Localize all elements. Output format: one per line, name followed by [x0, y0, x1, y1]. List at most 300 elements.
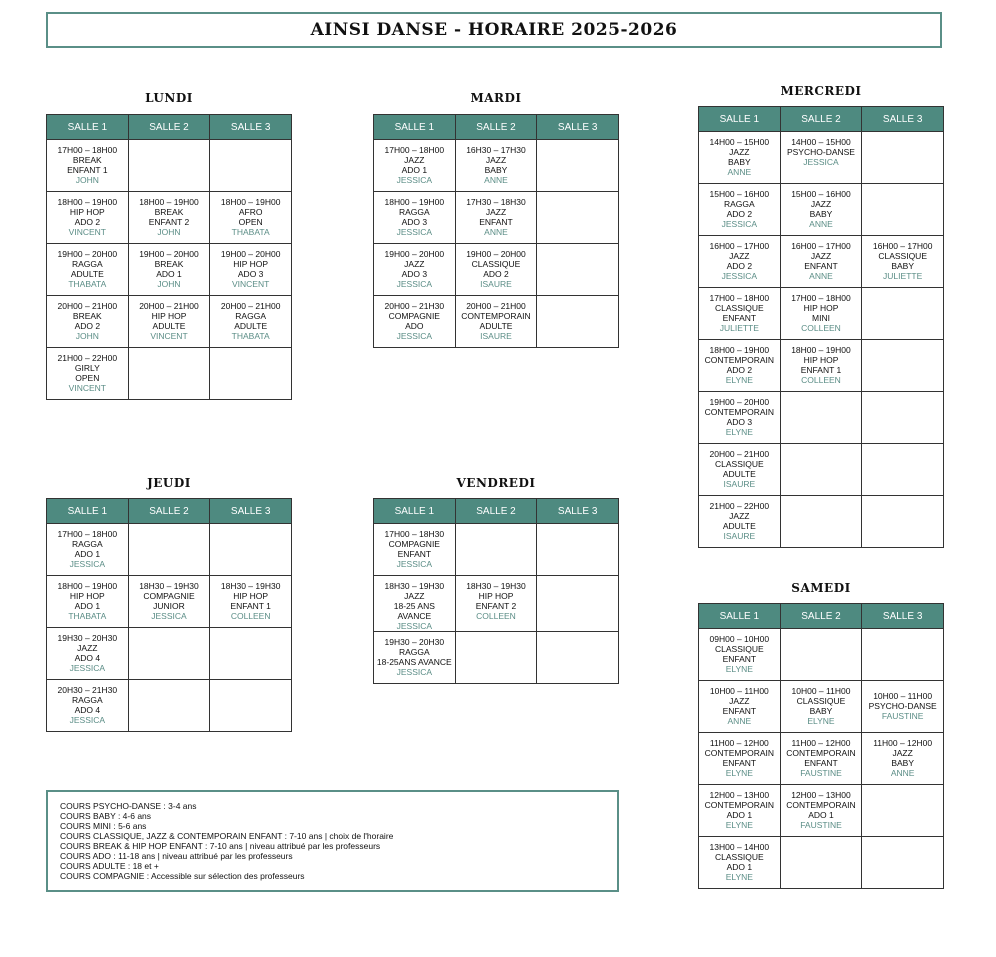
- class-teacher: JESSICA: [396, 279, 433, 289]
- class-label: COMPAGNIE: [143, 591, 195, 601]
- table-row: [374, 632, 619, 684]
- class-label: ADULTE: [152, 321, 186, 331]
- class-teacher: VINCENT: [232, 279, 270, 289]
- class-teacher: JESSICA: [69, 663, 106, 673]
- class-label: JAZZ: [729, 147, 750, 157]
- class-label: ADO 1: [74, 601, 101, 611]
- class-info: [862, 733, 943, 778]
- empty-cell: [537, 140, 619, 192]
- table-row: [47, 576, 292, 628]
- class-time: 19H00 – 20H00: [466, 249, 526, 259]
- empty-cell: [537, 244, 619, 296]
- header-row: [47, 499, 292, 524]
- class-cell: [862, 733, 944, 785]
- class-label: PSYCHO-DANSE: [786, 147, 855, 157]
- class-cell: [699, 340, 781, 392]
- class-cell: [699, 681, 781, 733]
- empty-cell: [537, 192, 619, 244]
- table-row: [47, 680, 292, 732]
- class-cell: [374, 632, 456, 684]
- class-info: [47, 192, 128, 237]
- table-row: [374, 296, 619, 348]
- class-cell: [780, 132, 862, 184]
- class-info: [699, 733, 780, 778]
- class-label: JAZZ: [485, 207, 507, 217]
- class-time: 19H00 – 20H00: [220, 249, 281, 259]
- header-row: [374, 499, 619, 524]
- empty-cell: [862, 340, 944, 392]
- schedule-vendredi: [373, 498, 619, 684]
- class-label: AVANCE: [397, 611, 432, 621]
- class-label: RAGGA: [723, 199, 755, 209]
- table-row: [699, 132, 944, 184]
- empty-cell: [780, 392, 862, 444]
- empty-cell: [128, 680, 210, 732]
- class-teacher: ANNE: [727, 716, 752, 726]
- class-label: BABY: [809, 706, 833, 716]
- schedule-samedi: [698, 603, 944, 889]
- class-label: CONTEMPORAIN: [704, 800, 775, 810]
- class-teacher: THABATA: [231, 227, 270, 237]
- class-time: 20H00 – 21H30: [384, 301, 445, 311]
- class-cell: [780, 733, 862, 785]
- class-time: 18H30 – 19H30: [384, 581, 445, 591]
- class-info: [781, 288, 862, 333]
- class-cell: [210, 244, 292, 296]
- class-time: 10H00 – 11H00: [709, 686, 769, 696]
- class-info: [699, 629, 780, 674]
- class-time: 21H00 – 22H00: [709, 501, 770, 511]
- table-row: [47, 244, 292, 296]
- legend-line: COURS CLASSIQUE, JAZZ & CONTEMPORAIN ENFANT : 7-10 ans | choix de l'horaire: [60, 831, 394, 841]
- class-time: 17H00 – 18H00: [384, 145, 445, 155]
- class-cell: [780, 184, 862, 236]
- class-teacher: JESSICA: [396, 667, 433, 677]
- class-cell: [699, 132, 781, 184]
- class-cell: [780, 236, 862, 288]
- class-label: ADO 1: [726, 862, 753, 872]
- class-cell: [699, 629, 781, 681]
- class-teacher: ELYNE: [807, 716, 835, 726]
- class-teacher: THABATA: [231, 331, 270, 341]
- class-cell: [47, 576, 129, 628]
- empty-cell: [210, 140, 292, 192]
- legend-line: COURS BABY : 4-6 ans: [60, 811, 152, 821]
- class-teacher: JESSICA: [803, 157, 839, 167]
- class-cell: [128, 244, 210, 296]
- class-teacher: VINCENT: [68, 383, 106, 393]
- class-teacher: ANNE: [484, 227, 508, 237]
- class-label: ENFANT 1: [67, 165, 108, 175]
- class-teacher: COLLEEN: [230, 611, 271, 621]
- class-teacher: ELYNE: [725, 768, 753, 778]
- room-header: SALLE 3: [210, 499, 292, 524]
- class-label: BREAK: [154, 207, 184, 217]
- schedule-mercredi: [698, 106, 944, 548]
- class-info: [699, 340, 780, 385]
- class-cell: [862, 681, 944, 733]
- room-header: SALLE 1: [374, 115, 456, 140]
- class-time: 20H00 – 21H00: [220, 301, 281, 311]
- class-time: 20H00 – 21H00: [709, 449, 770, 459]
- class-label: CONTEMPORAIN: [786, 800, 856, 810]
- class-label: CLASSIQUE: [471, 259, 521, 269]
- table-row: [699, 392, 944, 444]
- class-label: BABY: [727, 157, 751, 167]
- class-teacher: JESSICA: [69, 559, 106, 569]
- empty-cell: [210, 680, 292, 732]
- class-info: [456, 576, 537, 621]
- empty-cell: [780, 496, 862, 548]
- class-info: [781, 340, 862, 385]
- header-row: [374, 115, 619, 140]
- table-row: [47, 348, 292, 400]
- class-label: RAGGA: [398, 647, 430, 657]
- table-row: [374, 140, 619, 192]
- class-teacher: ANNE: [890, 768, 915, 778]
- class-label: COMPAGNIE: [388, 539, 440, 549]
- class-label: ADO 1: [808, 810, 834, 820]
- class-time: 17H00 – 18H00: [709, 293, 770, 303]
- empty-cell: [780, 444, 862, 496]
- empty-cell: [862, 444, 944, 496]
- empty-cell: [128, 348, 210, 400]
- class-time: 17H30 – 18H30: [466, 197, 526, 207]
- schedule-lundi: [46, 114, 292, 400]
- class-label: CLASSIQUE: [715, 303, 764, 313]
- class-teacher: ELYNE: [725, 375, 753, 385]
- class-time: 20H00 – 21H00: [139, 301, 199, 311]
- class-info: [47, 680, 128, 725]
- class-info: [374, 576, 455, 631]
- class-label: BABY: [891, 758, 914, 768]
- table-row: [47, 296, 292, 348]
- legend-line: COURS BREAK & HIP HOP ENFANT : 7-10 ans | niveau attribué par les professeurs: [60, 841, 381, 851]
- class-label: CONTEMPORAIN: [461, 311, 531, 321]
- class-label: CONTEMPORAIN: [704, 407, 775, 417]
- room-header: SALLE 2: [780, 107, 862, 132]
- class-teacher: JESSICA: [721, 219, 758, 229]
- class-cell: [699, 837, 781, 889]
- table-row: [699, 236, 944, 288]
- empty-cell: [537, 576, 619, 632]
- class-label: RAGGA: [235, 311, 266, 321]
- class-label: CLASSIQUE: [796, 696, 846, 706]
- class-time: 15H00 – 16H00: [709, 189, 770, 199]
- class-info: [699, 236, 780, 281]
- legend-line: COURS COMPAGNIE : Accessible sur sélection des professeurs: [60, 871, 305, 881]
- class-teacher: ISAURE: [723, 531, 756, 541]
- class-time: 19H30 – 20H30: [57, 633, 118, 643]
- class-teacher: JESSICA: [396, 621, 433, 631]
- class-teacher: JESSICA: [151, 611, 187, 621]
- class-label: ENFANT: [722, 706, 757, 716]
- class-label: ENFANT: [804, 758, 838, 768]
- class-label: CLASSIQUE: [715, 459, 764, 469]
- class-cell: [780, 288, 862, 340]
- class-teacher: THABATA: [68, 611, 107, 621]
- class-label: ADO 1: [74, 549, 101, 559]
- class-info: [456, 140, 537, 185]
- class-label: JAZZ: [810, 199, 832, 209]
- room-header: SALLE 2: [128, 499, 210, 524]
- class-teacher: JOHN: [75, 175, 99, 185]
- class-cell: [47, 192, 129, 244]
- class-label: JAZZ: [404, 155, 425, 165]
- class-teacher: FAUSTINE: [800, 768, 842, 778]
- table-row: [47, 140, 292, 192]
- class-cell: [699, 184, 781, 236]
- class-label: CONTEMPORAIN: [704, 355, 775, 365]
- class-time: 18H30 – 19H30: [466, 581, 526, 591]
- class-label: CLASSIQUE: [878, 251, 927, 261]
- class-label: ENFANT: [397, 549, 432, 559]
- class-info: [129, 296, 210, 341]
- class-label: ADO 1: [156, 269, 182, 279]
- class-cell: [780, 681, 862, 733]
- class-info: [374, 632, 455, 677]
- class-teacher: JESSICA: [721, 271, 758, 281]
- class-info: [699, 785, 780, 830]
- class-info: [781, 785, 862, 830]
- empty-cell: [537, 632, 619, 684]
- class-info: [129, 192, 210, 237]
- table-row: [699, 184, 944, 236]
- class-label: RAGGA: [398, 207, 430, 217]
- class-cell: [47, 244, 129, 296]
- class-cell: [128, 576, 210, 628]
- table-row: [374, 192, 619, 244]
- class-time: 15H00 – 16H00: [791, 189, 851, 199]
- class-time: 12H00 – 13H00: [791, 790, 851, 800]
- class-label: ENFANT 2: [475, 601, 517, 611]
- empty-cell: [128, 524, 210, 576]
- class-time: 18H30 – 19H30: [139, 581, 199, 591]
- schedule-mardi: [373, 114, 619, 348]
- day-title-lundi: LUNDI: [145, 91, 193, 105]
- class-time: 19H30 – 20H30: [384, 637, 445, 647]
- header-row: [47, 115, 292, 140]
- class-label: GIRLY: [74, 363, 100, 373]
- table-row: [699, 785, 944, 837]
- class-label: JUNIOR: [153, 601, 185, 611]
- empty-cell: [780, 837, 862, 889]
- day-title-samedi: SAMEDI: [791, 581, 851, 595]
- class-time: 21H00 – 22H00: [57, 353, 118, 363]
- empty-cell: [862, 288, 944, 340]
- table-row: [699, 837, 944, 889]
- class-cell: [210, 576, 292, 628]
- class-label: ENFANT: [722, 313, 757, 323]
- room-header: SALLE 3: [862, 107, 944, 132]
- class-cell: [699, 444, 781, 496]
- class-label: ADO 3: [726, 417, 753, 427]
- class-time: 17H00 – 18H30: [384, 529, 445, 539]
- class-label: HIP HOP: [69, 207, 105, 217]
- empty-cell: [862, 392, 944, 444]
- class-cell: [699, 496, 781, 548]
- class-label: JAZZ: [729, 511, 750, 521]
- room-header: SALLE 1: [699, 604, 781, 629]
- table-row: [699, 733, 944, 785]
- class-cell: [862, 236, 944, 288]
- empty-cell: [455, 632, 537, 684]
- class-time: 18H00 – 19H00: [791, 345, 851, 355]
- class-label: ADO 2: [726, 261, 753, 271]
- empty-cell: [210, 524, 292, 576]
- class-info: [699, 184, 780, 229]
- class-cell: [455, 192, 537, 244]
- empty-cell: [455, 524, 537, 576]
- empty-cell: [862, 132, 944, 184]
- class-label: ADULTE: [479, 321, 513, 331]
- class-teacher: ANNE: [809, 271, 833, 281]
- table-row: [47, 192, 292, 244]
- class-time: 11H00 – 12H00: [873, 738, 933, 748]
- class-label: JAZZ: [404, 259, 425, 269]
- class-info: [456, 244, 537, 289]
- class-label: ENFANT 2: [148, 217, 190, 227]
- class-label: BABY: [484, 165, 508, 175]
- class-label: HIP HOP: [69, 591, 105, 601]
- class-cell: [47, 140, 129, 192]
- class-info: [210, 576, 291, 621]
- class-label: ENFANT: [479, 217, 513, 227]
- class-label: RAGGA: [71, 539, 103, 549]
- class-info: [47, 576, 128, 621]
- class-cell: [47, 524, 129, 576]
- class-label: ADO: [405, 321, 424, 331]
- class-time: 19H00 – 20H00: [709, 397, 770, 407]
- table-row: [47, 524, 292, 576]
- class-label: ENFANT: [804, 261, 838, 271]
- table-row: [374, 576, 619, 632]
- class-teacher: VINCENT: [150, 331, 188, 341]
- room-header: SALLE 1: [47, 115, 129, 140]
- class-label: ADULTE: [234, 321, 268, 331]
- class-info: [699, 837, 780, 882]
- class-label: JAZZ: [729, 696, 750, 706]
- class-label: HIP HOP: [151, 311, 187, 321]
- class-label: ENFANT 1: [800, 365, 842, 375]
- class-info: [699, 681, 780, 726]
- class-label: OPEN: [75, 373, 100, 383]
- class-time: 18H00 – 19H00: [220, 197, 281, 207]
- class-time: 09H00 – 10H00: [709, 634, 770, 644]
- class-teacher: THABATA: [68, 279, 107, 289]
- class-info: [862, 236, 943, 281]
- day-title-jeudi: JEUDI: [147, 476, 191, 490]
- room-header: SALLE 1: [47, 499, 129, 524]
- class-label: PSYCHO-DANSE: [868, 701, 937, 711]
- day-title-vendredi: VENDREDI: [456, 476, 536, 490]
- class-label: ADO 3: [401, 217, 428, 227]
- schedule-jeudi: [46, 498, 292, 732]
- class-info: [781, 184, 862, 229]
- class-time: 16H00 – 17H00: [872, 241, 933, 251]
- class-teacher: JESSICA: [396, 227, 433, 237]
- class-label: COMPAGNIE: [388, 311, 440, 321]
- table-row: [47, 628, 292, 680]
- class-cell: [780, 785, 862, 837]
- table-row: [699, 444, 944, 496]
- room-header: SALLE 3: [862, 604, 944, 629]
- class-teacher: FAUSTINE: [800, 820, 842, 830]
- class-info: [47, 244, 128, 289]
- class-teacher: ANNE: [727, 167, 752, 177]
- class-time: 18H00 – 19H00: [709, 345, 770, 355]
- class-label: CLASSIQUE: [715, 852, 764, 862]
- class-info: [129, 576, 210, 621]
- header-row: [699, 107, 944, 132]
- class-label: BREAK: [72, 155, 102, 165]
- class-time: 20H30 – 21H30: [57, 685, 118, 695]
- empty-cell: [862, 785, 944, 837]
- class-time: 17H00 – 18H00: [791, 293, 851, 303]
- class-time: 13H00 – 14H00: [709, 842, 770, 852]
- class-label: ADULTE: [722, 469, 756, 479]
- class-info: [862, 681, 943, 721]
- class-time: 18H00 – 19H00: [57, 581, 118, 591]
- class-cell: [699, 288, 781, 340]
- class-label: HIP HOP: [233, 259, 269, 269]
- legend-line: COURS MINI : 5-6 ans: [60, 821, 147, 831]
- class-teacher: JOHN: [157, 279, 181, 289]
- class-teacher: ANNE: [484, 175, 508, 185]
- room-header: SALLE 2: [128, 115, 210, 140]
- room-header: SALLE 2: [455, 115, 537, 140]
- legend-line: COURS PSYCHO-DANSE : 3-4 ans: [60, 801, 197, 811]
- table-row: [699, 288, 944, 340]
- room-header: SALLE 3: [210, 115, 292, 140]
- class-label: JAZZ: [729, 251, 750, 261]
- class-label: OPEN: [238, 217, 263, 227]
- class-info: [699, 444, 780, 489]
- class-cell: [374, 140, 456, 192]
- class-info: [47, 296, 128, 341]
- class-info: [374, 296, 455, 341]
- class-info: [210, 244, 291, 289]
- empty-cell: [128, 628, 210, 680]
- class-teacher: JOHN: [157, 227, 181, 237]
- class-cell: [47, 628, 129, 680]
- class-teacher: ISAURE: [480, 279, 512, 289]
- page-title: AINSI DANSE - HORAIRE 2025-2026: [310, 20, 678, 40]
- class-label: JAZZ: [810, 251, 832, 261]
- class-label: MINI: [812, 313, 830, 323]
- legend-line: COURS ADO : 11-18 ans | niveau attribué par les professeurs: [60, 851, 293, 861]
- empty-cell: [780, 629, 862, 681]
- class-time: 10H00 – 11H00: [873, 691, 933, 701]
- class-time: 11H00 – 12H00: [791, 738, 851, 748]
- class-label: 18-25 ANS: [393, 601, 435, 611]
- class-cell: [699, 785, 781, 837]
- class-cell: [210, 296, 292, 348]
- class-time: 14H00 – 15H00: [791, 137, 851, 147]
- class-time: 19H00 – 20H00: [384, 249, 445, 259]
- class-label: HIP HOP: [233, 591, 269, 601]
- class-teacher: JESSICA: [396, 559, 433, 569]
- class-info: [129, 244, 210, 289]
- day-title-mercredi: MERCREDI: [780, 84, 862, 98]
- legend-box: [46, 790, 619, 892]
- class-label: JAZZ: [485, 155, 507, 165]
- class-cell: [455, 576, 537, 632]
- class-time: 17H00 – 18H00: [57, 145, 118, 155]
- class-teacher: JULIETTE: [883, 271, 923, 281]
- class-label: JAZZ: [77, 643, 98, 653]
- class-info: [781, 236, 862, 281]
